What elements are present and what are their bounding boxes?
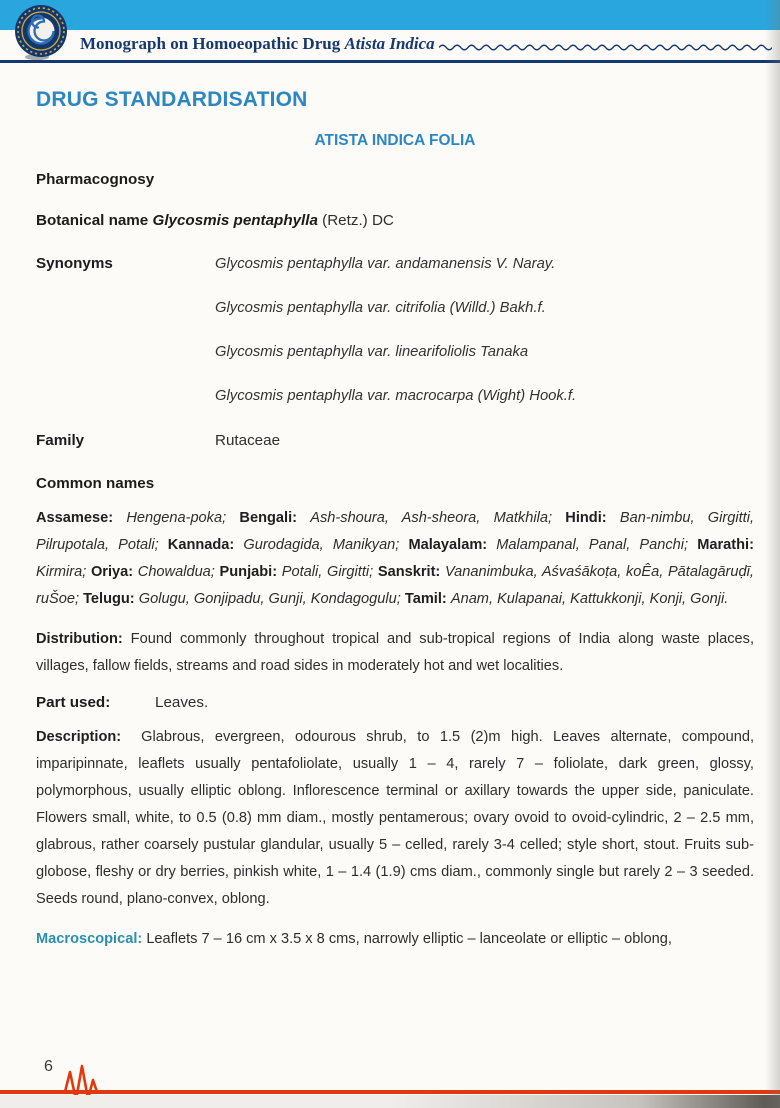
header-title-drug-name: Atista Indica xyxy=(344,34,435,53)
language-label: Oriya: xyxy=(90,564,134,580)
synonym-item: Glycosmis pentaphylla var. linearifoliolis Tanaka xyxy=(215,344,529,360)
macroscopical-paragraph xyxy=(36,926,754,953)
language-label: Malayalam: xyxy=(408,537,488,553)
section-title: ATISTA INDICA FOLIA xyxy=(314,132,476,149)
family-row xyxy=(36,432,754,449)
description-paragraph xyxy=(36,724,754,913)
page-header xyxy=(0,0,780,64)
header-blue-bar xyxy=(0,0,780,30)
botanical-name-label: Botanical name xyxy=(36,212,149,229)
scan-shadow-bottom xyxy=(0,1095,780,1108)
language-label: Telugu: xyxy=(83,591,135,607)
common-names-heading: Common names xyxy=(36,475,155,492)
family-label: Family xyxy=(36,432,85,449)
language-names: Chowaldua; xyxy=(137,564,215,580)
language-names: Vananimbuka, Aśvaśākoṭa, koÊa, Pātalagāruḍī, ruŠoe; xyxy=(36,564,754,607)
botanical-name-row xyxy=(36,212,754,229)
language-label: Punjabi: xyxy=(219,564,278,580)
language-names: Ban-nimbu, Girgitti, Pilrupotala, Potali; xyxy=(36,510,754,553)
language-label: Marathi: xyxy=(697,537,754,553)
language-names: Malampanal, Panal, Panchi; xyxy=(496,537,689,553)
language-label: Assamese: xyxy=(36,510,114,526)
part-used-value: Leaves. xyxy=(155,694,209,711)
language-names: Kirmira; xyxy=(36,564,87,580)
distribution-paragraph xyxy=(36,626,754,680)
family-value: Rutaceae xyxy=(215,432,281,449)
macroscopical-text: Leaflets 7 – 16 cm x 3.5 x 8 cms, narrowly elliptic – lanceolate or elliptic – oblong, xyxy=(146,931,672,947)
description-text: Glabrous, evergreen, odourous shrub, to 1.5 (2)m high. Leaves alternate, compound, imparipinnate, leaflets usually pentafoliolate, usually 1 – 4, rarely 7 – foliolate, dark green, glossy, polymorphous, usually elliptic oblong. Inflorescence terminal or axillary towards the upper side, paniculate. Flowers small, white, to 0.5 (0.8) mm diam., mostly pentamerous; ovary ovoid to ovoid-cylindric, 2 – 2.5 mm, glabrous, rather coarsely pustular glandular, usually 5 – celled, rarely 3-4 celled; style short, stout. Fruits sub-globose, fleshy or dry berries, pinkish white, 1 – 1.4 (1.9) cms diam., commonly single but rarely 2 – 3 seeded. Seeds round, plano-convex, oblong. xyxy=(36,729,754,907)
synonyms-list xyxy=(215,255,576,406)
header-title-row xyxy=(80,33,772,55)
synonyms-row xyxy=(36,255,754,406)
language-names: Potali, Girgitti; xyxy=(281,564,374,580)
part-used-label: Part used: xyxy=(36,694,111,711)
language-label: Hindi: xyxy=(565,510,607,526)
synonym-item: Glycosmis pentaphylla var. andamanensis V. Naray. xyxy=(215,256,556,272)
description-label: Description: xyxy=(36,729,122,745)
language-names: Golugu, Gonjipadu, Gunji, Kondagogulu; xyxy=(138,591,401,607)
language-label: Sanskrit: xyxy=(377,564,441,580)
distribution-label: Distribution: xyxy=(36,631,123,647)
language-label: Tamil: xyxy=(404,591,447,607)
distribution-text: Found commonly throughout tropical and sub-tropical regions of India along waste places, villages, fallow fields, streams and road sides in moderately hot and wet localities. xyxy=(36,631,754,674)
footer-red-line xyxy=(0,1090,780,1094)
language-label: Bengali: xyxy=(239,510,297,526)
botanical-name-value: Glycosmis pentaphylla xyxy=(152,212,318,229)
synonyms-label: Synonyms xyxy=(36,255,113,272)
wavy-line-decoration xyxy=(439,43,772,52)
common-names-paragraph xyxy=(36,505,754,613)
botanical-name-authority: (Retz.) DC xyxy=(317,212,394,229)
language-names: Hengena-poka; xyxy=(126,510,227,526)
page-title: DRUG STANDARDISATION xyxy=(36,88,308,111)
page-content xyxy=(0,88,780,953)
macroscopical-label: Macroscopical: xyxy=(36,931,143,947)
synonym-item: Glycosmis pentaphylla var. citrifolia (Willd.) Bakh.f. xyxy=(215,300,546,316)
header-title xyxy=(80,33,435,55)
page-number: 6 xyxy=(44,1058,53,1075)
language-names: Anam, Kulapanai, Kattukkonji, Konji, Gonji. xyxy=(450,591,729,607)
header-title-regular: Monograph on Homoeopathic Drug xyxy=(80,34,345,53)
pharmacognosy-heading: Pharmacognosy xyxy=(36,171,155,188)
synonym-item: Glycosmis pentaphylla var. macrocarpa (Wight) Hook.f. xyxy=(215,388,577,404)
language-names: Gurodagida, Manikyan; xyxy=(243,537,400,553)
language-label: Kannada: xyxy=(167,537,235,553)
ccrh-emblem-logo xyxy=(13,3,69,61)
part-used-row xyxy=(36,694,754,711)
header-rule xyxy=(0,60,780,63)
language-names: Ash-shoura, Ash-sheora, Matkhila; xyxy=(310,510,553,526)
